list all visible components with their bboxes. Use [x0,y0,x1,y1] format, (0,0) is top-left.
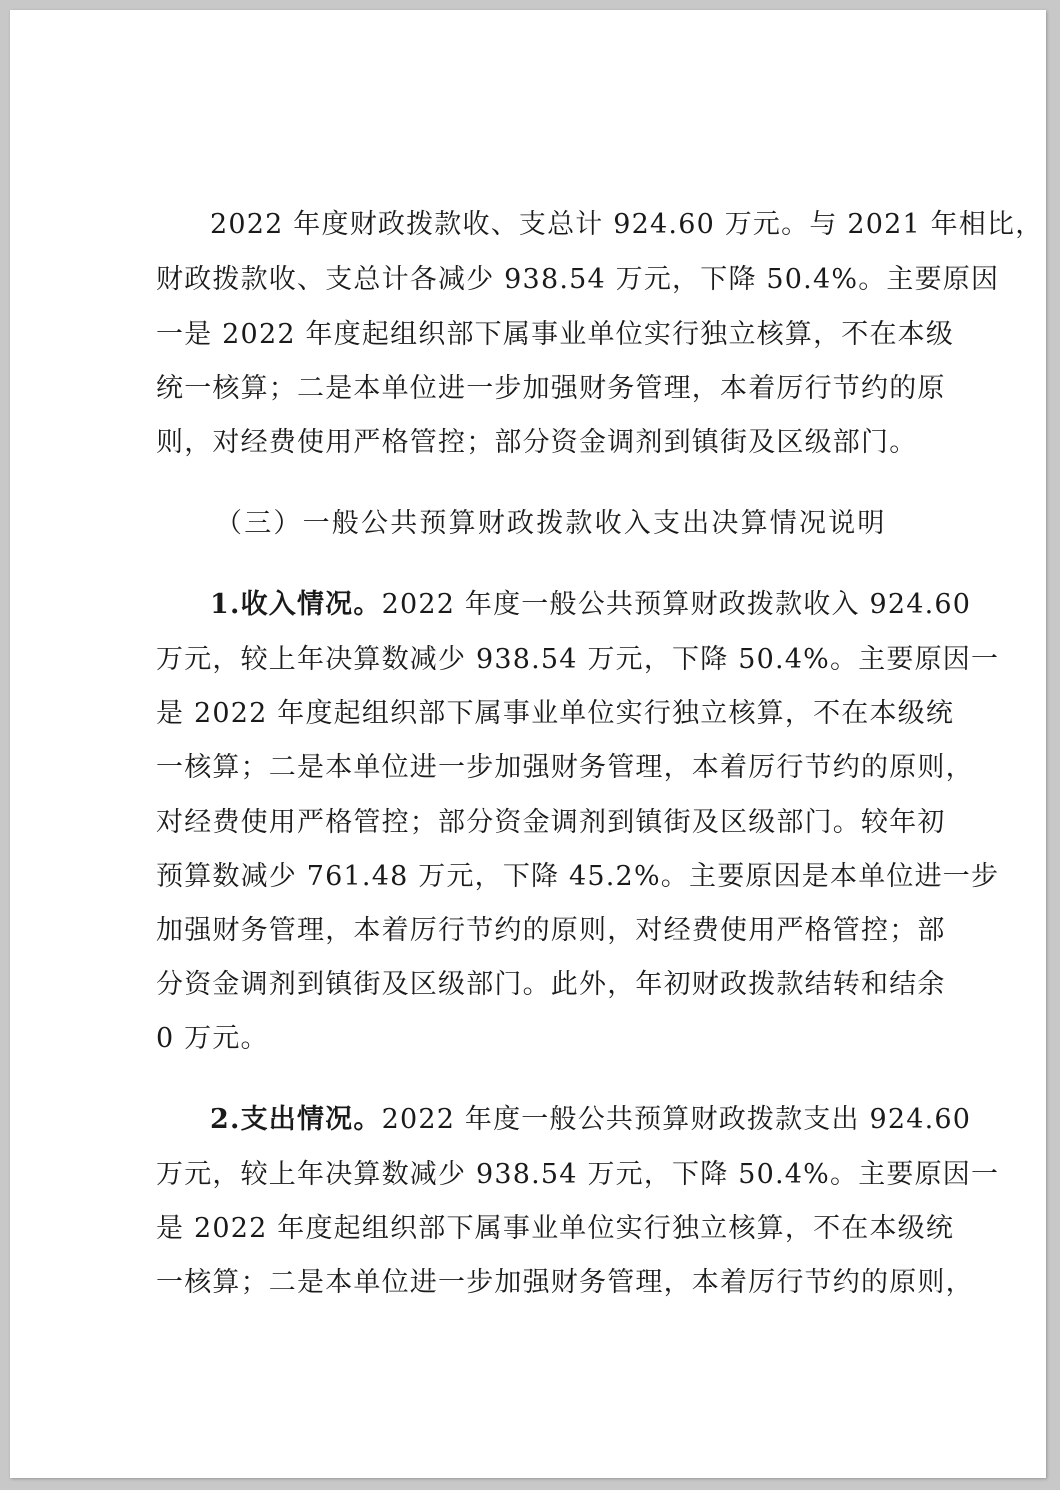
income-line-5: 对经费使用严格管控；部分资金调剂到镇街及区级部门。较年初 [156,807,946,838]
income-line-9: 0 万元。 [156,1023,269,1054]
income-line-3: 是 2022 年度起组织部下属事业单位实行独立核算，不在本级统 [156,698,955,729]
expenditure-line-3: 是 2022 年度起组织部下属事业单位实行独立核算，不在本级统 [156,1213,955,1244]
income-line-6: 预算数减少 761.48 万元，下降 45.2%。主要原因是本单位进一步 [156,861,1000,892]
income-line-4: 一核算；二是本单位进一步加强财务管理，本着厉行节约的原则， [156,752,974,783]
income-line-2: 万元，较上年决算数减少 938.54 万元，下降 50.4%。主要原因一 [156,644,1000,675]
expenditure-line-1-text: 2022 年度一般公共预算财政拨款支出 924.60 [381,1104,972,1135]
section-heading: （三）一般公共预算财政拨款收入支出决算情况说明 [215,508,887,539]
paragraph-1-line-3: 一是 2022 年度起组织部下属事业单位实行独立核算，不在本级 [156,319,955,350]
expenditure-line-4: 一核算；二是本单位进一步加强财务管理，本着厉行节约的原则， [156,1267,974,1298]
paragraph-1-line-1: 2022 年度财政拨款收、支总计 924.60 万元。与 2021 年相比， [210,209,1044,240]
income-line-1 [210,585,971,625]
income-line-8: 分资金调剂到镇街及区级部门。此外，年初财政拨款结转和结余 [156,969,946,1000]
expenditure-line-2: 万元，较上年决算数减少 938.54 万元，下降 50.4%。主要原因一 [156,1159,1000,1190]
document-page [10,10,1046,1478]
paragraph-1-line-2: 财政拨款收、支总计各减少 938.54 万元，下降 50.4%。主要原因 [156,264,1000,295]
paragraph-1-line-4: 统一核算；二是本单位进一步加强财务管理，本着厉行节约的原 [156,373,946,404]
income-line-1-text: 2022 年度一般公共预算财政拨款收入 924.60 [381,589,972,620]
paragraph-1-line-5: 则，对经费使用严格管控；部分资金调剂到镇街及区级部门。 [156,427,918,458]
income-line-7: 加强财务管理，本着厉行节约的原则，对经费使用严格管控；部 [156,915,946,946]
expenditure-title: 2.支出情况。 [210,1104,382,1135]
income-title: 1.收入情况。 [210,589,382,620]
expenditure-line-1 [210,1100,971,1140]
